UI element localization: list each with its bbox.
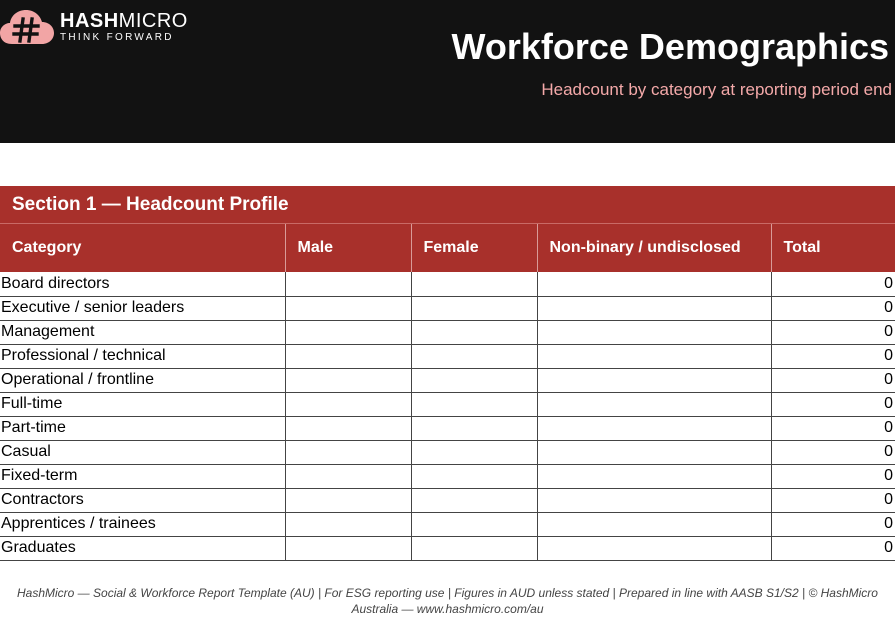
category-cell: Part-time bbox=[0, 416, 285, 440]
nonbinary-cell[interactable] bbox=[537, 344, 771, 368]
male-cell[interactable] bbox=[285, 488, 411, 512]
total-cell[interactable]: 0 bbox=[771, 512, 895, 536]
total-cell[interactable]: 0 bbox=[771, 440, 895, 464]
category-cell: Contractors bbox=[0, 488, 285, 512]
female-cell[interactable] bbox=[411, 320, 537, 344]
table-row bbox=[0, 296, 895, 320]
category-cell: Fixed-term bbox=[0, 464, 285, 488]
table-row bbox=[0, 536, 895, 560]
category-cell: Management bbox=[0, 320, 285, 344]
total-cell[interactable]: 0 bbox=[771, 272, 895, 296]
nonbinary-cell[interactable] bbox=[537, 440, 771, 464]
nonbinary-cell[interactable] bbox=[537, 368, 771, 392]
male-cell[interactable] bbox=[285, 392, 411, 416]
table-row bbox=[0, 344, 895, 368]
column-header-female: Female bbox=[411, 224, 537, 272]
female-cell[interactable] bbox=[411, 512, 537, 536]
female-cell[interactable] bbox=[411, 464, 537, 488]
female-cell[interactable] bbox=[411, 440, 537, 464]
female-cell[interactable] bbox=[411, 536, 537, 560]
table-row bbox=[0, 488, 895, 512]
column-header-nonbinary: Non-binary / undisclosed bbox=[537, 224, 771, 272]
nonbinary-cell[interactable] bbox=[537, 512, 771, 536]
male-cell[interactable] bbox=[285, 320, 411, 344]
nonbinary-cell[interactable] bbox=[537, 296, 771, 320]
category-cell: Executive / senior leaders bbox=[0, 296, 285, 320]
male-cell[interactable] bbox=[285, 512, 411, 536]
total-cell[interactable]: 0 bbox=[771, 344, 895, 368]
male-cell[interactable] bbox=[285, 296, 411, 320]
column-header-category: Category bbox=[0, 224, 285, 272]
section-title: Section 1 — Headcount Profile bbox=[12, 194, 289, 215]
table-row bbox=[0, 440, 895, 464]
headcount-table bbox=[0, 224, 895, 561]
male-cell[interactable] bbox=[285, 416, 411, 440]
female-cell[interactable] bbox=[411, 416, 537, 440]
total-cell[interactable]: 0 bbox=[771, 368, 895, 392]
female-cell[interactable] bbox=[411, 368, 537, 392]
table-row bbox=[0, 416, 895, 440]
table-row bbox=[0, 392, 895, 416]
nonbinary-cell[interactable] bbox=[537, 320, 771, 344]
category-cell: Casual bbox=[0, 440, 285, 464]
nonbinary-cell[interactable] bbox=[537, 464, 771, 488]
total-cell[interactable]: 0 bbox=[771, 488, 895, 512]
female-cell[interactable] bbox=[411, 488, 537, 512]
hash-cloud-icon bbox=[0, 8, 54, 48]
nonbinary-cell[interactable] bbox=[537, 488, 771, 512]
male-cell[interactable] bbox=[285, 440, 411, 464]
category-cell: Operational / frontline bbox=[0, 368, 285, 392]
male-cell[interactable] bbox=[285, 464, 411, 488]
report-banner bbox=[0, 0, 895, 143]
column-header-male: Male bbox=[285, 224, 411, 272]
brand-name: HASHMICRO bbox=[60, 10, 188, 32]
female-cell[interactable] bbox=[411, 272, 537, 296]
table-row bbox=[0, 368, 895, 392]
total-cell[interactable]: 0 bbox=[771, 464, 895, 488]
table-row bbox=[0, 512, 895, 536]
category-cell: Graduates bbox=[0, 536, 285, 560]
category-cell: Board directors bbox=[0, 272, 285, 296]
section-header bbox=[0, 186, 895, 224]
male-cell[interactable] bbox=[285, 536, 411, 560]
nonbinary-cell[interactable] bbox=[537, 416, 771, 440]
nonbinary-cell[interactable] bbox=[537, 392, 771, 416]
male-cell[interactable] bbox=[285, 272, 411, 296]
report-subtitle: Headcount by category at reporting period end bbox=[541, 80, 892, 99]
brand-tagline: THINK FORWARD bbox=[60, 32, 174, 43]
column-header-total: Total bbox=[771, 224, 895, 272]
page-footer: HashMicro — Social & Workforce Report Template (AU) | For ESG reporting use | Figures in AUD unless stated | Prepared in line with AASB S1/S2 | © HashMicro Australia — www.hashmicro.com/au bbox=[17, 586, 878, 616]
table-header-row bbox=[0, 224, 895, 272]
female-cell[interactable] bbox=[411, 344, 537, 368]
male-cell[interactable] bbox=[285, 368, 411, 392]
table-row bbox=[0, 320, 895, 344]
table-row bbox=[0, 464, 895, 488]
report-title: Workforce Demographics bbox=[451, 26, 889, 67]
total-cell[interactable]: 0 bbox=[771, 416, 895, 440]
total-cell[interactable]: 0 bbox=[771, 296, 895, 320]
nonbinary-cell[interactable] bbox=[537, 536, 771, 560]
female-cell[interactable] bbox=[411, 296, 537, 320]
total-cell[interactable]: 0 bbox=[771, 392, 895, 416]
category-cell: Apprentices / trainees bbox=[0, 512, 285, 536]
brand-logo bbox=[0, 8, 200, 48]
nonbinary-cell[interactable] bbox=[537, 272, 771, 296]
male-cell[interactable] bbox=[285, 344, 411, 368]
female-cell[interactable] bbox=[411, 392, 537, 416]
total-cell[interactable]: 0 bbox=[771, 536, 895, 560]
total-cell[interactable]: 0 bbox=[771, 320, 895, 344]
category-cell: Full-time bbox=[0, 392, 285, 416]
table-row bbox=[0, 272, 895, 296]
category-cell: Professional / technical bbox=[0, 344, 285, 368]
